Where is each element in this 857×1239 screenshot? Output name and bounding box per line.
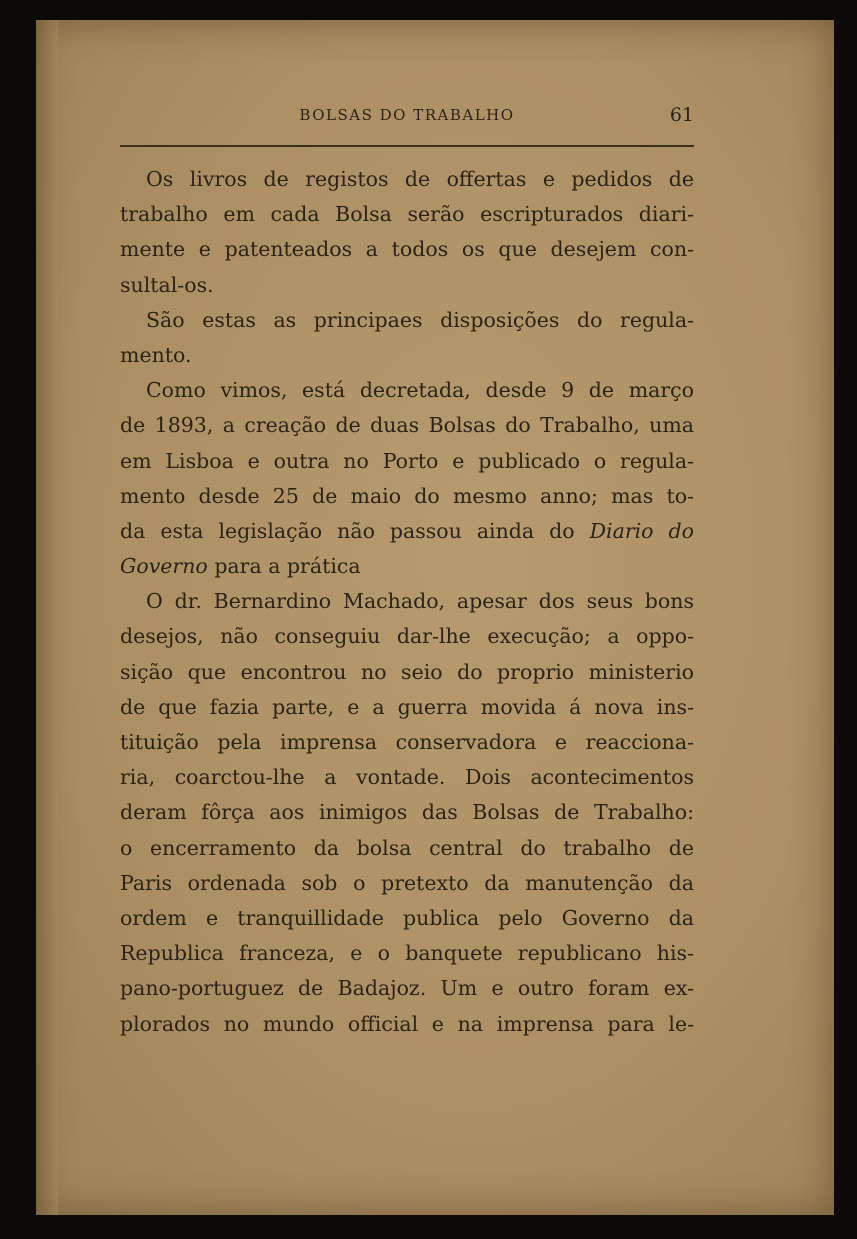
text-line xyxy=(120,549,694,584)
text-line: ordem e tranquillidade publica pelo Governo da xyxy=(120,905,694,930)
text-line: Republica franceza, e o banquete republicano his- xyxy=(120,941,694,966)
text-line: trabalho em cada Bolsa serão escripturados diari- xyxy=(120,202,694,227)
text-line: de 1893, a creação de duas Bolsas do Trabalho, uma xyxy=(120,413,694,438)
text-line: ria, coarctou-lhe a vontade. Dois acontecimentos xyxy=(120,765,694,790)
page-gutter-shadow xyxy=(36,20,58,1215)
text-line: pano-portuguez de Badajoz. Um e outro foram ex- xyxy=(120,976,694,1001)
text-line: São estas as principaes disposições do regula- xyxy=(146,307,694,332)
text-line: deram fôrça aos inimigos das Bolsas de Trabalho: xyxy=(120,800,694,825)
text-line: de que fazia parte, e a guerra movida á nova ins- xyxy=(120,694,694,719)
text-line: Como vimos, está decretada, desde 9 de março xyxy=(146,378,694,403)
text-segment: para a prática xyxy=(214,554,361,579)
text-line: O dr. Bernardino Machado, apesar dos seus bons xyxy=(146,589,694,614)
text-line: em Lisboa e outra no Porto e publicado o regula- xyxy=(120,448,694,473)
italic-text: Diario do xyxy=(589,518,694,543)
header-rule xyxy=(120,145,694,147)
text-line: desejos, não conseguiu dar-lhe execução; a oppo- xyxy=(120,624,694,649)
text-line: Paris ordenada sob o pretexto da manutenção da xyxy=(120,870,694,895)
body-text xyxy=(120,162,694,1042)
italic-text: Governo xyxy=(120,554,208,579)
text-line xyxy=(120,514,694,549)
page-header xyxy=(120,106,694,134)
text-line: Os livros de registos de offertas e pedidos de xyxy=(146,167,694,191)
text-line: sição que encontrou no seio do proprio ministerio xyxy=(120,659,694,684)
text-line: o encerramento da bolsa central do trabalho de xyxy=(120,835,694,860)
text-line: mento desde 25 de maio do mesmo anno; mas to- xyxy=(120,483,694,508)
text-line: mente e patenteados a todos os que desejem con- xyxy=(120,237,694,262)
text-line: tituição pela imprensa conservadora e reacciona- xyxy=(120,730,694,754)
text-line: sultal-os. xyxy=(120,272,214,297)
text-line: plorados no mundo official e na imprensa para le- xyxy=(120,1011,694,1036)
text-line: mento. xyxy=(120,342,192,367)
text-segment: da esta legislação não passou ainda do xyxy=(120,518,575,543)
running-head: BOLSAS DO TRABALHO xyxy=(299,106,515,124)
page-number: 61 xyxy=(669,104,694,126)
